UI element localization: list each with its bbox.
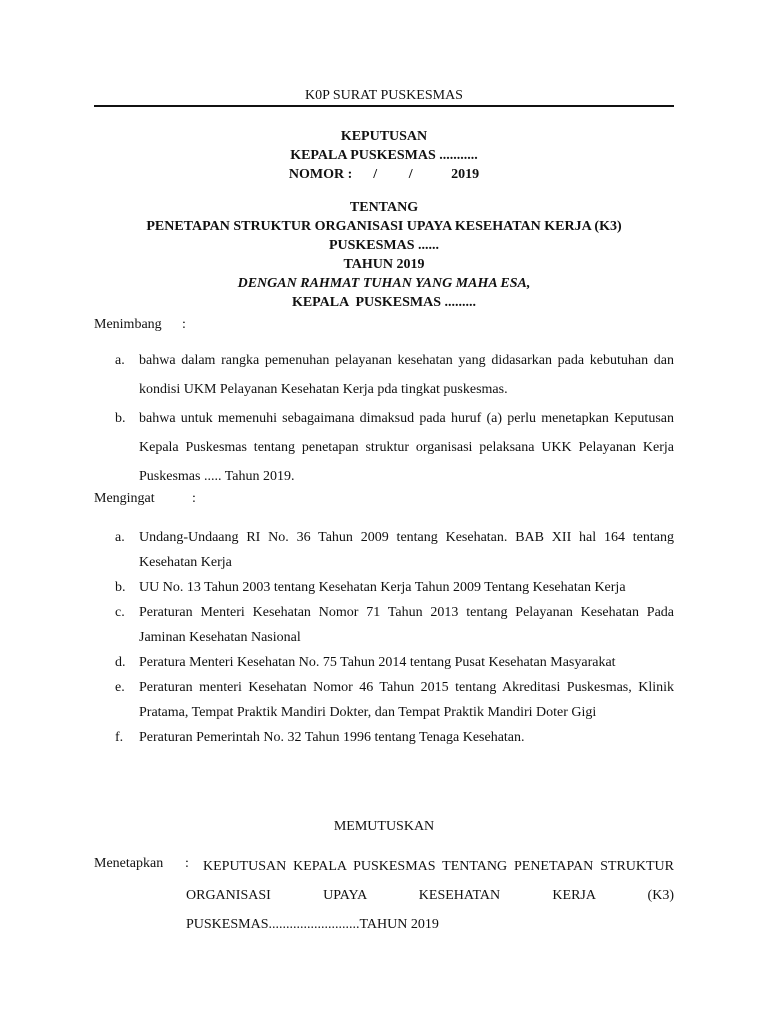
list-marker: c. [115, 605, 125, 620]
mengingat-colon: : [192, 491, 196, 506]
menetapkan-label: Menetapkan [94, 856, 164, 871]
list-item [94, 650, 674, 675]
list-item-text: Undang-Undaang RI No. 36 Tahun 2009 tentang Kesehatan. BAB XII hal 164 tentang Kesehatan Kerja [139, 530, 674, 570]
list-item [94, 675, 674, 725]
decree-signatory: KEPALA PUSKESMAS ......... [291, 295, 477, 310]
list-marker: b. [115, 580, 126, 595]
list-marker: e. [115, 680, 125, 695]
list-item-text: Peratura Menteri Kesehatan No. 75 Tahun 2014 tentang Pusat Kesehatan Masyarakat [139, 655, 616, 670]
decree-invocation: DENGAN RAHMAT TUHAN YANG MAHA ESA, [237, 276, 531, 291]
list-item-text: UU No. 13 Tahun 2003 tentang Kesehatan Kerja Tahun 2009 Tentang Kesehatan Kerja [139, 580, 626, 595]
list-item-text: Peraturan menteri Kesehatan Nomor 46 Tahun 2015 tentang Akreditasi Puskesmas, Klinik Pratama, Tempat Praktik Mandiri Dokter, dan Tempat Praktik Mandiri Doter Gigi [139, 680, 674, 720]
memutuskan-heading: MEMUTUSKAN [333, 819, 435, 834]
decree-subject-puskesmas: PUSKESMAS ...... [328, 238, 440, 253]
list-marker: f. [115, 730, 124, 745]
menimbang-colon: : [182, 317, 186, 332]
list-item [94, 725, 674, 750]
list-item [94, 404, 674, 491]
list-item [94, 346, 674, 404]
list-marker: a. [115, 353, 125, 368]
list-item [94, 575, 674, 600]
list-marker: d. [115, 655, 126, 670]
menimbang-label: Menimbang [94, 317, 162, 332]
letterhead-title: K0P SURAT PUSKESMAS [305, 88, 463, 103]
list-item-text: Peraturan Menteri Kesehatan Nomor 71 Tahun 2013 tentang Pelayanan Kesehatan Pada Jaminan Kesehatan Nasional [139, 605, 674, 645]
mengingat-list [94, 525, 674, 750]
decree-issuer: KEPALA PUSKESMAS ........... [290, 148, 478, 163]
mengingat-heading [94, 489, 196, 509]
menimbang-list [94, 346, 674, 491]
letterhead-divider [94, 105, 674, 107]
decree-heading: KEPUTUSAN [340, 129, 428, 144]
menimbang-heading [94, 315, 186, 335]
menetapkan-colon: : [185, 856, 189, 871]
list-item-text: Peraturan Pemerintah No. 32 Tahun 1996 tentang Tenaga Kesehatan. [139, 730, 525, 745]
decree-number: NOMOR : / / 2019 [288, 167, 480, 182]
decree-subject: PENETAPAN STRUKTUR ORGANISASI UPAYA KESEHATAN KERJA (K3) [146, 219, 622, 234]
decree-title-block [94, 127, 674, 312]
menetapkan-text: KEPUTUSAN KEPALA PUSKESMAS TENTANG PENETAPAN STRUKTUR ORGANISASI UPAYA KESEHATAN KERJA (K3) PUSKESMAS..........................TAHUN 2019 [186, 859, 674, 932]
list-item [94, 525, 674, 575]
list-item [94, 600, 674, 650]
list-marker: b. [115, 411, 126, 426]
list-item-text: bahwa dalam rangka pemenuhan pelayanan kesehatan yang didasarkan pada kebutuhan dan kondisi UKM Pelayanan Kesehatan Kerja pda tingkat puskesmas. [139, 353, 674, 397]
title-spacer [94, 184, 674, 198]
list-item-text: bahwa untuk memenuhi sebagaimana dimaksud pada huruf (a) perlu menetapkan Keputusan Kepala Puskesmas tentang penetapan struktur organisasi pelaksana UKK Pelayanan Kerja Puskesmas ..... Tahun 2019. [139, 411, 674, 484]
mengingat-label: Mengingat [94, 491, 155, 506]
decree-year: TAHUN 2019 [343, 257, 425, 272]
list-marker: a. [115, 530, 125, 545]
decree-about-label: TENTANG [349, 200, 419, 215]
